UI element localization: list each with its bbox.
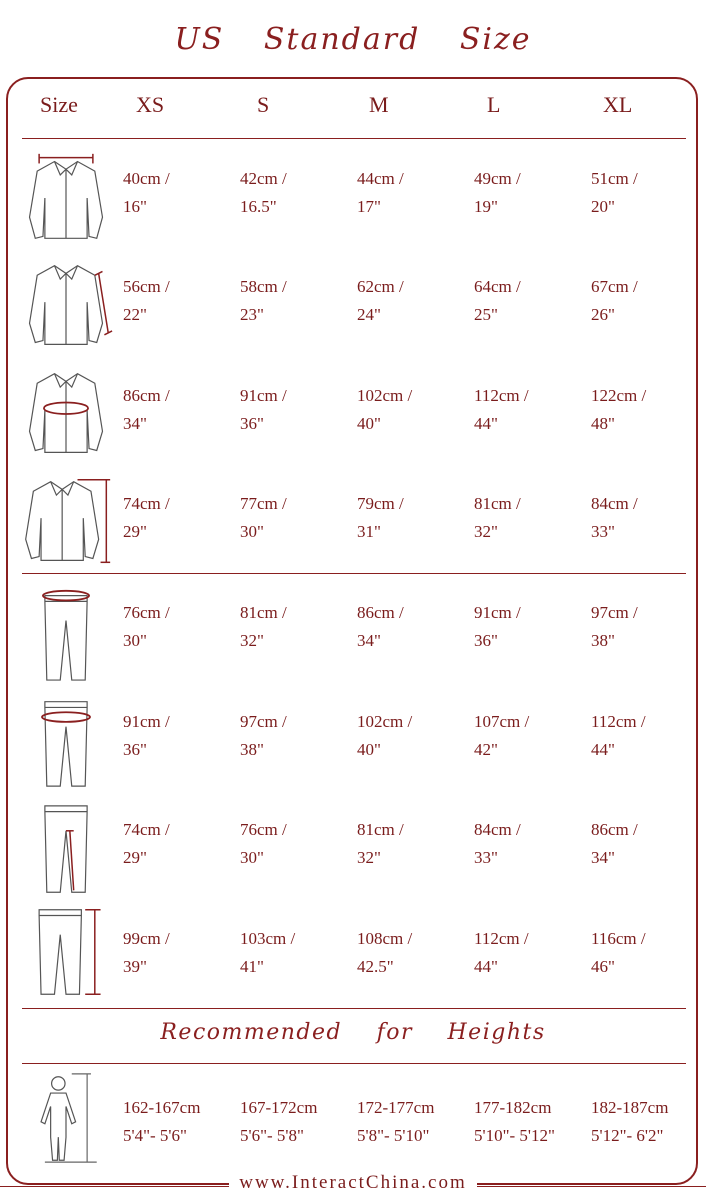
cell-cm: 112cm / [474,386,529,405]
cell-inch: 16" [123,197,147,216]
height-cell [240,1094,317,1150]
cell-inch: 24" [357,305,381,324]
size-cell [123,273,170,329]
size-cell [591,165,638,221]
cell-inch: 42" [474,740,498,759]
cell-cm: 86cm / [357,603,404,622]
cell-cm: 67cm / [591,277,638,296]
cell-inch: 44" [474,957,498,976]
height-cell [357,1094,434,1150]
size-cell [474,165,521,221]
height-ft: 5'12"- 6'2" [591,1126,664,1145]
cell-cm: 84cm / [474,820,521,839]
cell-cm: 112cm / [591,712,646,731]
size-cell [474,273,521,329]
cell-inch: 36" [123,740,147,759]
size-cell [240,165,287,221]
cell-inch: 38" [240,740,264,759]
cell-cm: 91cm / [240,386,287,405]
cell-inch: 32" [240,631,264,650]
size-cell [123,382,170,438]
tops-bottoms-divider [22,573,686,574]
cell-cm: 97cm / [240,712,287,731]
cell-cm: 102cm / [357,712,413,731]
cell-inch: 33" [591,522,615,541]
size-l-header: L [487,92,501,117]
cell-inch: 22" [123,305,147,324]
cell-inch: 29" [123,848,147,867]
cell-inch: 42.5" [357,957,394,976]
cell-inch: 26" [591,305,615,324]
size-cell [591,382,646,438]
size-cell [357,165,404,221]
cell-cm: 81cm / [240,603,287,622]
cell-cm: 86cm / [591,820,638,839]
cell-inch: 19" [474,197,498,216]
cell-inch: 29" [123,522,147,541]
size-cell [240,925,295,981]
cell-cm: 116cm / [591,929,646,948]
cell-cm: 112cm / [474,929,529,948]
size-cell [123,925,170,981]
size-m-header: M [369,92,389,117]
height-cm: 162-167cm [123,1098,201,1117]
size-cell [357,599,404,655]
size-cell [357,490,404,546]
size-cell [240,490,287,546]
cell-inch: 20" [591,197,615,216]
size-cell [357,708,412,764]
size-cell [123,708,170,764]
cell-inch: 25" [474,305,498,324]
cell-cm: 49cm / [474,169,521,188]
height-cm: 182-187cm [591,1098,669,1117]
pants-length-icon [18,904,114,1000]
shirt-chest-icon [18,366,114,462]
height-cm: 177-182cm [474,1098,552,1117]
cell-inch: 31" [357,522,381,541]
cell-inch: 34" [123,414,147,433]
height-figure-icon [18,1070,114,1166]
cell-inch: 48" [591,414,615,433]
size-cell [591,599,638,655]
cell-inch: 46" [591,957,615,976]
size-cell [591,273,638,329]
height-cell [123,1094,200,1150]
cell-inch: 36" [474,631,498,650]
pants-hip-icon [18,694,114,790]
height-ft: 5'10"- 5'12" [474,1126,555,1145]
cell-cm: 40cm / [123,169,170,188]
cell-cm: 91cm / [474,603,521,622]
cell-inch: 30" [240,522,264,541]
size-cell [240,382,287,438]
cell-inch: 32" [357,848,381,867]
cell-cm: 77cm / [240,494,287,513]
size-cell [123,490,170,546]
size-cell [474,925,529,981]
cell-cm: 97cm / [591,603,638,622]
cell-cm: 44cm / [357,169,404,188]
cell-cm: 81cm / [474,494,521,513]
cell-cm: 62cm / [357,277,404,296]
pants-waist-icon [18,586,114,682]
cell-cm: 42cm / [240,169,287,188]
cell-inch: 44" [591,740,615,759]
size-cell [357,273,404,329]
page-title: US Standard Size [174,22,532,57]
cell-cm: 107cm / [474,712,530,731]
cell-inch: 16.5" [240,197,277,216]
cell-cm: 58cm / [240,277,287,296]
size-cell [357,382,412,438]
height-ft: 5'4"- 5'6" [123,1126,187,1145]
footer-url [0,1172,706,1194]
cell-inch: 38" [591,631,615,650]
pants-inseam-icon [18,802,114,898]
size-cell [474,816,521,872]
size-xl-header: XL [603,92,633,117]
size-cell [591,708,646,764]
footer-url-text: www.InteractChina.com [229,1172,477,1193]
shirt-sleeve-icon [18,258,114,354]
size-cell [474,382,529,438]
cell-cm: 86cm / [123,386,170,405]
header-divider [22,138,686,139]
cell-inch: 41" [240,957,264,976]
shirt-shoulder-icon [18,150,114,246]
height-cell [474,1094,555,1150]
size-cell [240,273,287,329]
cell-cm: 84cm / [591,494,638,513]
cell-cm: 51cm / [591,169,638,188]
size-xs-header: XS [136,92,165,117]
size-cell [591,490,638,546]
size-cell [357,816,404,872]
cell-cm: 81cm / [357,820,404,839]
size-cell [240,816,287,872]
heights-divider [22,1063,686,1064]
size-cell [591,925,646,981]
height-cell [591,1094,668,1150]
cell-inch: 33" [474,848,498,867]
cell-cm: 91cm / [123,712,170,731]
shirt-length-icon [18,474,114,570]
cell-cm: 74cm / [123,494,170,513]
height-ft: 5'6"- 5'8" [240,1126,304,1145]
cell-cm: 122cm / [591,386,647,405]
cell-inch: 44" [474,414,498,433]
size-cell [474,599,521,655]
cell-inch: 36" [240,414,264,433]
size-column-label: Size [40,92,78,117]
cell-inch: 40" [357,414,381,433]
height-ft: 5'8"- 5'10" [357,1126,430,1145]
cell-inch: 30" [240,848,264,867]
cell-inch: 32" [474,522,498,541]
cell-cm: 74cm / [123,820,170,839]
size-cell [357,925,412,981]
size-cell [123,599,170,655]
bottoms-heights-divider [22,1008,686,1009]
size-cell [240,599,287,655]
size-cell [123,165,170,221]
cell-cm: 76cm / [123,603,170,622]
cell-inch: 30" [123,631,147,650]
cell-inch: 34" [357,631,381,650]
cell-cm: 103cm / [240,929,296,948]
size-cell [474,490,521,546]
size-cell [123,816,170,872]
cell-inch: 39" [123,957,147,976]
cell-cm: 64cm / [474,277,521,296]
cell-inch: 34" [591,848,615,867]
cell-inch: 23" [240,305,264,324]
cell-inch: 40" [357,740,381,759]
height-cm: 167-172cm [240,1098,318,1117]
size-cell [591,816,638,872]
height-cm: 172-177cm [357,1098,435,1117]
size-cell [240,708,287,764]
cell-cm: 76cm / [240,820,287,839]
cell-cm: 108cm / [357,929,413,948]
cell-inch: 17" [357,197,381,216]
cell-cm: 99cm / [123,929,170,948]
cell-cm: 102cm / [357,386,413,405]
recommended-heights-title: Recommended for Heights [160,1020,546,1045]
cell-cm: 56cm / [123,277,170,296]
size-cell [474,708,529,764]
cell-cm: 79cm / [357,494,404,513]
size-s-header: S [257,92,270,117]
